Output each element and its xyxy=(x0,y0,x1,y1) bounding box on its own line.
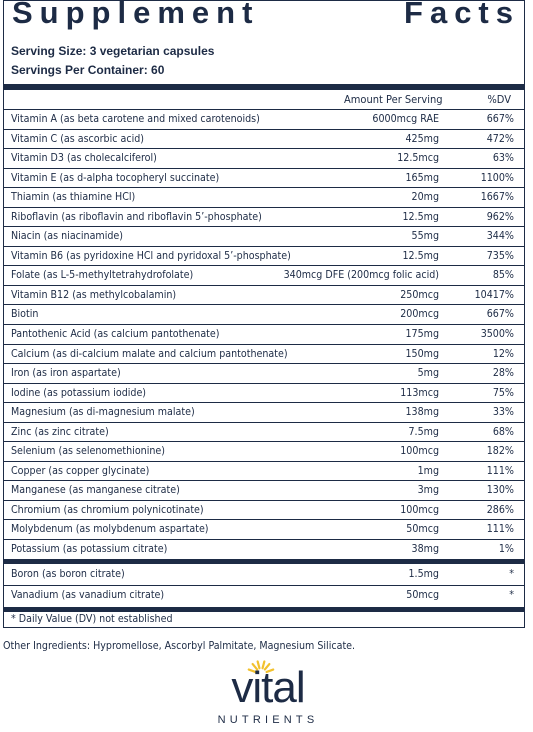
nutrient-amount: 250mcg xyxy=(400,288,439,301)
no-dv-table xyxy=(4,565,524,604)
nutrient-row xyxy=(4,324,524,344)
nutrient-name: Vitamin A (as beta carotene and mixed carotenoids) xyxy=(11,113,260,125)
nutrient-row xyxy=(4,187,524,207)
nutrient-amount: 12.5mg xyxy=(402,249,439,262)
nutrient-name: Potassium (as potassium citrate) xyxy=(11,543,168,556)
nutrient-name: Chromium (as chromium polynicotinate) xyxy=(11,503,204,516)
nutrient-amount: 138mg xyxy=(405,406,439,419)
nutrient-dv: 111% xyxy=(486,464,514,477)
nutrient-row xyxy=(4,226,524,246)
nutrient-name: Vitamin D3 (as cholecalciferol) xyxy=(11,152,157,165)
nutrient-name: Riboflavin (as riboflavin and riboflavin 5’-phosphate) xyxy=(11,210,262,223)
nutrient-dv: 1667% xyxy=(480,191,514,204)
nutrient-amount: 20mg xyxy=(411,191,439,204)
nutrient-row xyxy=(4,539,524,559)
nutrient-amount: 6000mcg RAE xyxy=(372,113,439,125)
nutrient-row xyxy=(4,585,524,605)
nutrient-amount: 5mg xyxy=(417,367,439,380)
nutrient-name: Molybdenum (as molybdenum aspartate) xyxy=(11,523,209,536)
nutrient-dv: * xyxy=(509,568,514,580)
nutrient-amount: 50mcg xyxy=(406,588,439,601)
thick-divider-bottom xyxy=(4,607,524,612)
nutrient-name: Iron (as iron aspartate) xyxy=(11,367,121,380)
nutrient-name: Thiamin (as thiamine HCl) xyxy=(11,191,136,204)
brand-logo xyxy=(205,663,331,728)
nutrient-name: Folate (as L-5-methyltetrahydrofolate) xyxy=(11,269,194,282)
nutrient-amount: 3mg xyxy=(417,484,439,497)
thick-divider-middle xyxy=(4,559,524,564)
nutrient-dv: 3500% xyxy=(480,328,514,341)
nutrient-name: Vitamin B12 (as methylcobalamin) xyxy=(11,288,177,301)
nutrient-row xyxy=(4,304,524,324)
title-word-supplement: Supplement xyxy=(12,0,260,30)
nutrient-row xyxy=(4,441,524,461)
nutrient-dv: 68% xyxy=(492,425,514,438)
nutrient-name: Vitamin E (as d-alpha tocopheryl succinate) xyxy=(11,171,220,184)
nutrient-row xyxy=(4,285,524,305)
nutrient-amount: 113mcg xyxy=(400,386,439,399)
nutrient-name: Selenium (as selenomethionine) xyxy=(11,445,165,458)
nutrient-amount: 100mcg xyxy=(400,445,439,458)
nutrient-dv: 33% xyxy=(492,406,514,419)
nutrient-row xyxy=(4,109,524,129)
nutrient-row xyxy=(4,246,524,266)
nutrient-row xyxy=(4,402,524,422)
nutrient-name: Vitamin C (as ascorbic acid) xyxy=(11,132,145,145)
nutrient-amount: 7.5mg xyxy=(408,425,439,438)
nutrient-dv: 1100% xyxy=(480,171,514,184)
nutrient-amount: 100mcg xyxy=(400,503,439,516)
servings-per-container: Servings Per Container: 60 xyxy=(11,63,165,77)
nutrient-name: Niacin (as niacinamide) xyxy=(11,230,123,243)
nutrient-name: Vitamin B6 (as pyridoxine HCl and pyridoxal 5’-phosphate) xyxy=(11,249,291,262)
nutrient-name: Magnesium (as di-magnesium malate) xyxy=(11,406,195,419)
nutrient-amount: 150mg xyxy=(405,347,439,360)
nutrient-name: Manganese (as manganese citrate) xyxy=(11,484,180,497)
nutrient-dv: 111% xyxy=(486,523,514,536)
dv-header: %DV xyxy=(487,93,511,106)
nutrient-name: Pantothenic Acid (as calcium pantothenate) xyxy=(11,328,220,341)
nutrient-amount: 1mg xyxy=(417,464,439,477)
nutrient-dv: 344% xyxy=(486,230,514,243)
nutrient-dv: 182% xyxy=(486,445,514,458)
nutrient-dv: 130% xyxy=(486,484,514,497)
nutrient-table xyxy=(4,109,524,559)
supplement-facts-panel xyxy=(3,0,525,628)
nutrient-name: Zinc (as zinc citrate) xyxy=(11,425,109,438)
nutrient-amount: 38mg xyxy=(411,543,439,556)
panel-title xyxy=(4,0,524,41)
nutrient-name: Iodine (as potassium iodide) xyxy=(11,386,147,399)
nutrient-dv: 10417% xyxy=(474,288,514,301)
nutrient-name: Vanadium (as vanadium citrate) xyxy=(11,588,165,601)
nutrient-amount: 175mg xyxy=(405,328,439,341)
nutrient-dv: 1% xyxy=(498,543,514,556)
nutrient-dv: 472% xyxy=(486,132,514,145)
nutrient-row xyxy=(4,519,524,539)
nutrient-dv: 286% xyxy=(486,503,514,516)
nutrient-row xyxy=(4,565,524,585)
nutrient-row xyxy=(4,500,524,520)
logo-subtitle: NUTRIENTS xyxy=(217,714,319,726)
nutrient-row xyxy=(4,265,524,285)
nutrient-dv: 75% xyxy=(492,386,514,399)
nutrient-dv: 667% xyxy=(486,308,514,321)
nutrient-dv: 28% xyxy=(492,367,514,380)
serving-size: Serving Size: 3 vegetarian capsules xyxy=(11,44,215,58)
nutrient-dv: 735% xyxy=(486,249,514,262)
nutrient-row xyxy=(4,422,524,442)
title-word-facts: Facts xyxy=(404,0,520,30)
amount-header: Amount Per Serving xyxy=(344,93,443,106)
nutrient-dv: 12% xyxy=(492,347,514,360)
nutrient-name: Copper (as copper glycinate) xyxy=(11,464,150,477)
nutrient-amount: 425mg xyxy=(405,132,439,145)
nutrient-dv: 85% xyxy=(492,269,514,282)
nutrient-name: Calcium (as di-calcium malate and calcium pantothenate) xyxy=(11,347,288,360)
column-header xyxy=(4,89,524,109)
nutrient-row xyxy=(4,129,524,149)
nutrient-name: Biotin xyxy=(11,308,39,321)
nutrient-row xyxy=(4,363,524,383)
nutrient-dv: * xyxy=(509,588,514,601)
nutrient-amount: 200mcg xyxy=(400,308,439,321)
nutrient-row xyxy=(4,383,524,403)
nutrient-amount: 50mcg xyxy=(406,523,439,536)
other-ingredients: Other Ingredients: Hypromellose, Ascorbyl Palmitate, Magnesium Silicate. xyxy=(3,640,356,652)
nutrient-row xyxy=(4,148,524,168)
nutrient-row xyxy=(4,480,524,500)
nutrient-dv: 667% xyxy=(486,113,514,125)
nutrient-row xyxy=(4,461,524,481)
nutrient-amount: 165mg xyxy=(405,171,439,184)
nutrient-amount: 340mcg DFE (200mcg folic acid) xyxy=(283,269,439,282)
nutrient-dv: 63% xyxy=(492,152,514,165)
nutrient-amount: 1.5mg xyxy=(408,568,439,580)
nutrient-amount: 55mg xyxy=(411,230,439,243)
dv-footnote: * Daily Value (DV) not established xyxy=(11,613,173,625)
nutrient-row xyxy=(4,344,524,364)
nutrient-row xyxy=(4,207,524,227)
nutrient-amount: 12.5mcg xyxy=(397,152,439,165)
nutrient-name: Boron (as boron citrate) xyxy=(11,568,125,580)
nutrient-dv: 962% xyxy=(486,210,514,223)
logo-wordmark: vital xyxy=(231,663,305,712)
nutrient-row xyxy=(4,168,524,188)
nutrient-amount: 12.5mg xyxy=(402,210,439,223)
